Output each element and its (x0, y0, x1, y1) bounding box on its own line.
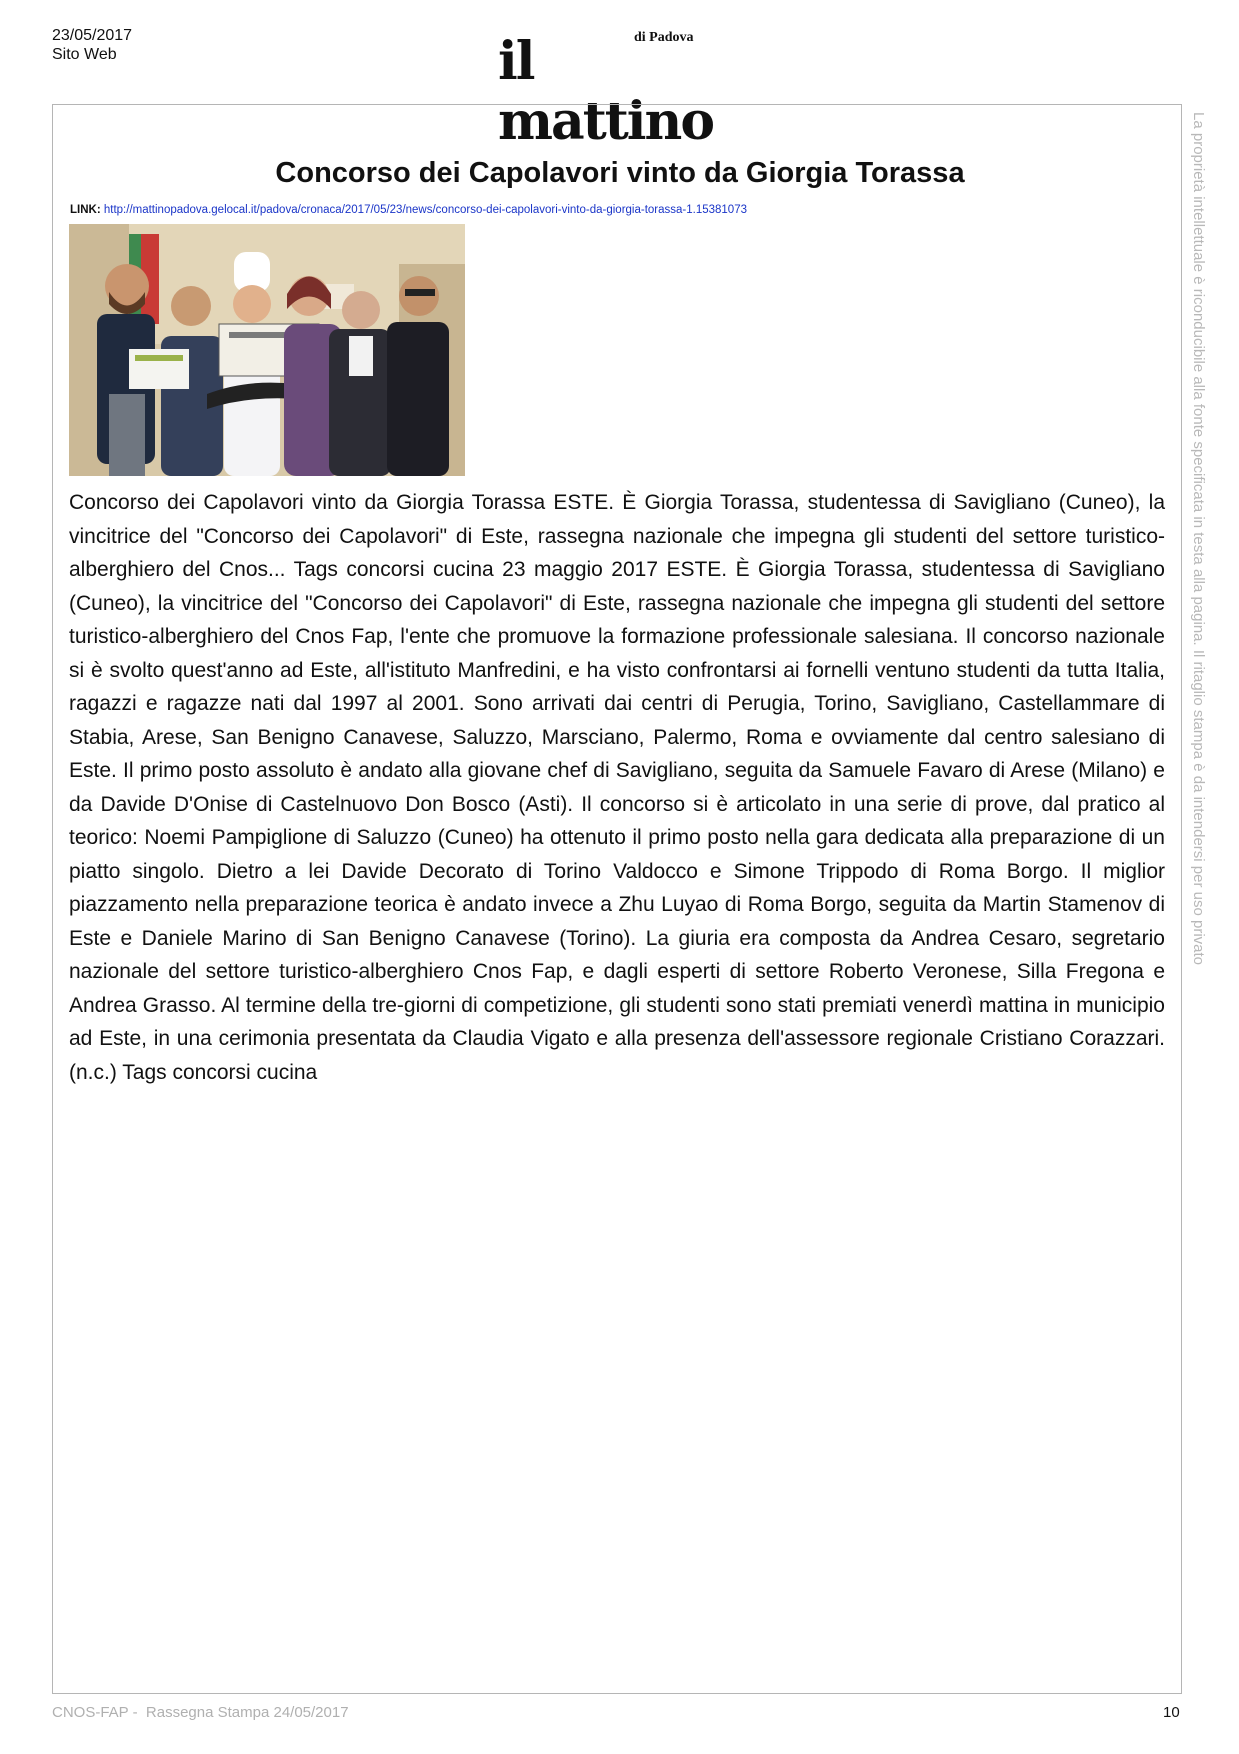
article-title: Concorso dei Capolavori vinto da Giorgia Torassa (275, 157, 965, 189)
source-type: Sito Web (52, 46, 117, 63)
publication-date: 23/05/2017 (52, 27, 133, 44)
page-number: 10 (1163, 1704, 1180, 1721)
link-label: LINK: (70, 204, 101, 216)
newspaper-logo (498, 30, 758, 152)
footer-source: CNOS-FAP - Rassegna Stampa 24/05/2017 (52, 1704, 349, 1721)
header-meta (52, 26, 132, 64)
logo-title: il mattino (498, 31, 713, 152)
article-link[interactable]: http://mattinopadova.gelocal.it/padova/cronaca/2017/05/23/news/concorso-dei-capolavori-vinto-da-giorgia-torassa-1.15381073 (103, 204, 747, 216)
logo-subtitle: di Padova (634, 30, 694, 45)
copyright-side-note: La proprietà intellettuale è riconducibile alla fonte specificata in testa alla pagina. Il ritaglio stampa è da intendersi per uso privato (1190, 112, 1207, 966)
award-ceremony-photo-icon (69, 224, 465, 476)
article-link-row (70, 203, 747, 217)
article-body: Concorso dei Capolavori vinto da Giorgia Torassa ESTE. È Giorgia Torassa, studentessa di Savigliano (Cuneo), la vincitrice del "Concorso dei Capolavori" di Este, rassegna nazionale che impegna gli studenti del settore turistico-alberghiero del Cnos... Tags concorsi cucina 23 maggio 2017 ESTE. È Giorgia Torassa, studentessa di Savigliano (Cuneo), la vincitrice del "Concorso dei Capolavori" di Este, rassegna nazionale che impegna gli studenti del settore turistico-alberghiero del Cnos Fap, l'ente che promuove la formazione professionale salesiana. Il concorso nazionale si è svolto quest'anno ad Este, all'istituto Manfredini, e ha visto confrontarsi ai fornelli ventuno studenti da tutta Italia, ragazzi e ragazze nati dal 1997 al 2001. Sono arrivati dai centri di Perugia, Torino, Savigliano, Castellammare di Stabia, Arese, San Benigno Canavese, Saluzzo, Marsciano, Palermo, Roma e ovviamente dal centro salesiano di Este. Il primo posto assoluto è andato alla giovane chef di Savigliano, seguita da Samuele Favaro di Arese (Milano) e da Davide D'Onise di Castelnuovo Don Bosco (Asti). Il concorso si è articolato in una serie di prove, dal pratico al teorico: Noemi Pampiglione di Saluzzo (Cuneo) ha ottenuto il primo posto nella gara dedicata alla preparazione di un piatto singolo. Dietro a lei Davide Decorato di Torino Valdocco e Simone Trippodo di Roma Borgo. Il miglior piazzamento nella preparazione teorica è andato invece a Zhu Luyao di Roma Borgo, seguita da Martin Stamenov di Este e Daniele Marino di San Benigno Canavese (Torino). La giuria era composta da Andrea Cesaro, segretario nazionale del settore turistico-alberghiero Cnos Fap, e dagli esperti di settore Roberto Veronese, Silla Fregona e Andrea Grasso. Al termine della tre-giorni di competizione, gli studenti sono stati premiati venerdì mattina in municipio ad Este, in una cerimonia presentata da Claudia Vigato e alla presenza dell'assessore regionale Cristiano Corazzari. (n.c.) Tags concorsi cucina (69, 491, 1165, 1084)
article-photo (69, 224, 465, 476)
